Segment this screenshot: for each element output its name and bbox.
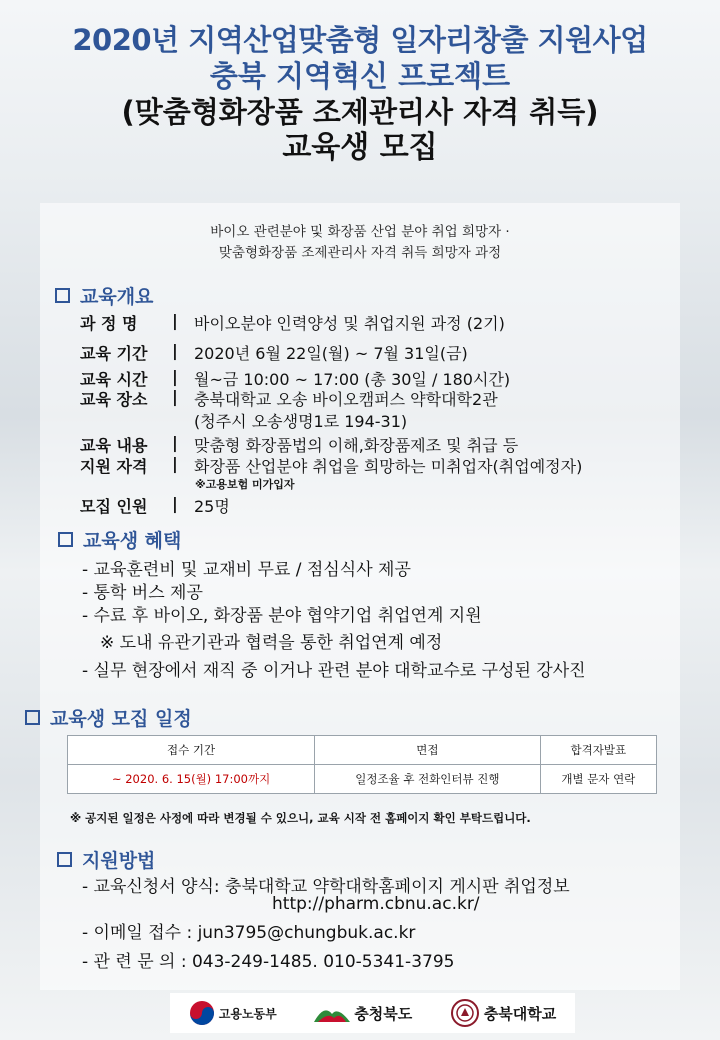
info-row-place — [80, 387, 498, 410]
info-value: (청주시 오송생명1로 194-31) — [194, 412, 408, 431]
apply-url-link[interactable]: http://pharm.cbnu.ac.kr/ — [272, 894, 480, 914]
apply-item: - 교육신청서 양식: 충북대학교 약학대학홈페이지 게시판 취업정보 — [82, 877, 570, 897]
sponsor-logo-bar — [170, 993, 575, 1033]
info-label: 과 정 명 — [80, 314, 138, 333]
title-line-4: 교육생 모집 — [282, 130, 438, 165]
info-label — [80, 409, 172, 432]
intro-text — [0, 222, 720, 264]
taegeuk-icon — [189, 1000, 215, 1026]
logo-chungbuk-university — [450, 998, 556, 1028]
info-label: 교육 시간 — [80, 370, 148, 389]
info-separator: | — [172, 341, 178, 360]
info-value: 바이오분야 인력양성 및 취업지원 과정 (2기) — [194, 314, 505, 333]
checkbox-square-icon — [58, 532, 73, 547]
checkbox-square-icon — [25, 710, 40, 725]
logo-ministry-of-labor — [189, 1000, 277, 1026]
schedule-heading — [25, 704, 192, 731]
checkbox-square-icon — [57, 852, 72, 867]
table-header-row — [68, 736, 657, 765]
overview-heading-text: 교육개요 — [80, 286, 154, 308]
info-separator: | — [172, 454, 178, 473]
overview-heading — [55, 282, 153, 309]
info-separator: | — [172, 367, 178, 386]
benefit-item: - 수료 후 바이오, 화장품 분야 협약기업 취업연계 지원 — [82, 606, 482, 626]
info-row-capacity — [80, 494, 230, 517]
info-value: 화장품 산업분야 취업을 희망하는 미취업자(취업예정자) — [194, 457, 583, 476]
benefits-heading — [58, 526, 181, 553]
table-cell-interview: 일정조율 후 전화인터뷰 진행 — [315, 765, 540, 794]
apply-heading-text: 지원방법 — [82, 850, 156, 872]
benefit-note: ※ 도내 유관기관과 협력을 통한 취업연계 예정 — [100, 633, 443, 653]
info-separator: | — [172, 433, 178, 452]
benefit-item: - 통학 버스 제공 — [82, 583, 203, 603]
university-seal-icon — [450, 998, 480, 1028]
info-separator: | — [172, 494, 178, 513]
schedule-heading-text: 교육생 모집 일정 — [50, 708, 192, 730]
info-row-course — [80, 311, 505, 334]
info-value: 충북대학교 오송 바이오캠퍼스 약학대학2관 — [194, 390, 498, 409]
title-block — [0, 22, 720, 166]
info-separator: | — [172, 387, 178, 406]
info-label: 교육 장소 — [80, 390, 148, 409]
logo-chungbuk-province — [314, 1002, 412, 1024]
title-line-1: 2020년 지역산업맞춤형 일자리창출 지원사업 — [72, 23, 648, 57]
info-label: 지원 자격 — [80, 457, 148, 476]
table-cell-announcement: 개별 문자 연락 — [540, 765, 656, 794]
info-separator — [172, 409, 194, 432]
logo-text: 충청북도 — [354, 1004, 413, 1023]
benefits-heading-text: 교육생 혜택 — [83, 530, 182, 552]
table-row — [68, 765, 657, 794]
info-separator: | — [172, 311, 178, 330]
info-row-address — [80, 409, 407, 432]
info-label: 교육 내용 — [80, 436, 148, 455]
info-row-qualification — [80, 454, 582, 477]
table-header-cell: 접수 기간 — [68, 736, 315, 765]
info-value: 월~금 10:00 ~ 17:00 (총 30일 / 180시간) — [194, 370, 511, 389]
apply-contact: - 관 련 문 의 : 043-249-1485. 010-5341-3795 — [82, 952, 455, 972]
intro-line-1: 바이오 관련분야 및 화장품 산업 분야 취업 희망자 · — [210, 224, 510, 240]
title-line-2: 충북 지역혁신 프로젝트 — [209, 59, 511, 93]
logo-text: 충북대학교 — [483, 1004, 557, 1023]
apply-heading — [57, 846, 155, 873]
schedule-table — [67, 735, 657, 794]
intro-line-2: 맞춤형화장품 조제관리사 자격 취득 희망자 과정 — [218, 245, 502, 261]
benefit-item: - 실무 현장에서 재직 중 이거나 관련 분야 대학교수로 구성된 강사진 — [82, 661, 586, 681]
info-row-period — [80, 341, 468, 364]
info-row-content — [80, 433, 518, 456]
table-header-cell: 면접 — [315, 736, 540, 765]
checkbox-square-icon — [55, 288, 70, 303]
info-label: 모집 인원 — [80, 497, 148, 516]
table-header-cell: 합격자발표 — [540, 736, 656, 765]
title-line-3: (맞춤형화장품 조제관리사 자격 취득) — [121, 95, 599, 129]
qualification-note: ※고용보험 미가입자 — [195, 478, 295, 491]
info-value: 25명 — [194, 497, 230, 516]
benefit-item: - 교육훈련비 및 교재비 무료 / 점심식사 제공 — [82, 560, 411, 580]
info-label: 교육 기간 — [80, 344, 148, 363]
table-cell-period: ~ 2020. 6. 15(월) 17:00까지 — [68, 765, 315, 794]
info-value: 맞춤형 화장품법의 이해,화장품제조 및 취급 등 — [194, 436, 519, 455]
logo-text: 고용노동부 — [218, 1006, 277, 1021]
mountain-icon — [314, 1002, 350, 1024]
schedule-notice: ※ 공지된 일정은 사정에 따라 변경될 수 있으니, 교육 시작 전 홈페이지 확인 부탁드립니다. — [70, 811, 531, 825]
info-value: 2020년 6월 22일(월) ~ 7월 31일(금) — [194, 344, 468, 363]
apply-email[interactable]: - 이메일 접수 : jun3795@chungbuk.ac.kr — [82, 923, 416, 943]
